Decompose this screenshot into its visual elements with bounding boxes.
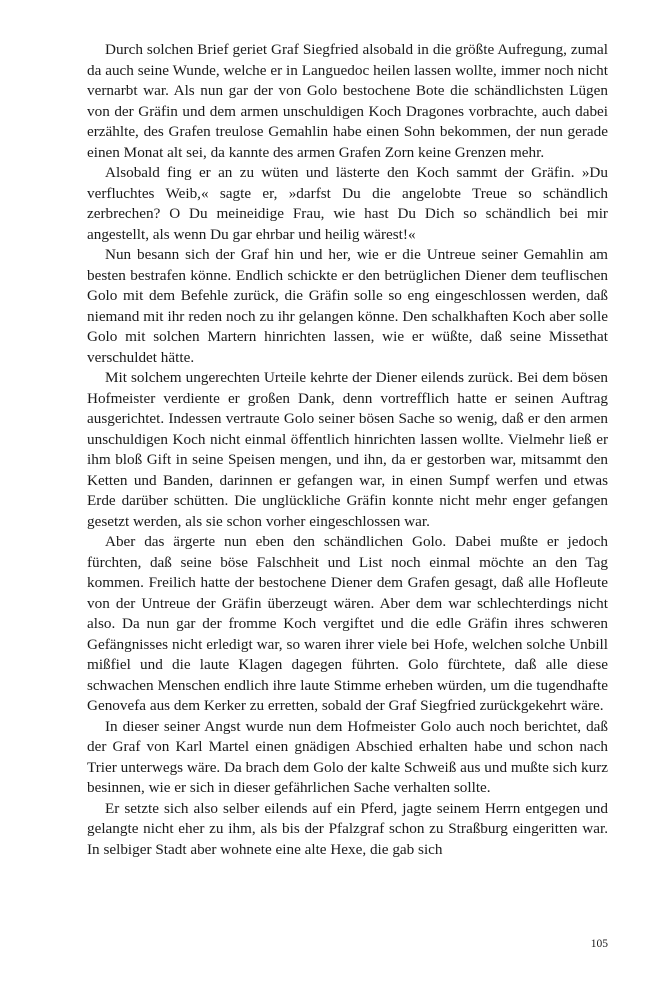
paragraph-4: Mit solchem ungerechten Urteile kehrte der Diener eilends zurück. Bei dem bösen Hofmeister verdiente er großen Dank, denn vortrefflich hatte er seinen Auftrag ausgerichtet. Indessen vertraute Golo seiner bösen Sache so wenig, daß er den armen unschuldigen Koch nicht einmal öffentlich hinrichten lassen wollte. Vielmehr ließ er ihm bloß Gift in seine Speisen mengen, und ihn, da er gestorben war, mitsammt den Ketten und Banden, darinnen er gefangen war, in einen Sumpf werfen und etwas Erde darüber schütten. Die unglückliche Gräfin konnte nicht mehr enger gefangen gesetzt werden, als sie schon vorher eingeschlossen war. [87, 369, 608, 530]
page-body [87, 40, 608, 960]
page-number: 105 [590, 938, 608, 950]
paragraph-2: Alsobald fing er an zu wüten und lästerte den Koch sammt der Gräfin. »Du verfluchtes Weib,« sagte er, »darfst Du die angelobte Treue so schändlich zerbrechen? O Du meineidige Frau, wie hast Du Dich so schändlich bei mir angestellt, als wenn Du gar ehrbar und heilig wärest!« [87, 164, 608, 243]
paragraph-7: Er setzte sich also selber eilends auf ein Pferd, jagte seinem Herrn entgegen und gelangte nicht eher zu ihm, als bis der Pfalzgraf schon zu Straßburg eingeritten war. In selbiger Stadt aber wohnete eine alte Hexe, die gab sich [87, 799, 608, 858]
paragraph-1: Durch solchen Brief geriet Graf Siegfried alsobald in die größte Aufregung, zumal da auch seine Wunde, welche er in Languedoc heilen lassen wollte, immer noch nicht vernarbt war. Als nun gar der von Golo bestochene Bote die schändlichsten Lügen von der Gräfin und dem armen unschuldigen Koch Dragones vorbrachte, auch dabei erzählte, des Grafen treulose Gemahlin habe einen Sohn bekommen, der nun gerade einen Monat alt sei, da kannte des armen Grafen Zorn keine Grenzen mehr. [87, 41, 608, 161]
paragraph-5: Aber das ärgerte nun eben den schändlichen Golo. Dabei mußte er jedoch fürchten, daß seine böse Falschheit und List noch einmal möchte an den Tag kommen. Freilich hatte der bestochene Diener dem Grafen gesagt, daß alle Hofleute von der Untreue der Gräfin überzeugt wären. Aber dem war schlechterdings nicht also. Da nun gar der fromme Koch vergiftet und die edle Gräfin ihres schweren Gefängnisses nicht erledigt war, so waren ihrer viele bei Hofe, welchen solche Unbill mißfiel und die laute Klagen dagegen führten. Golo fürchtete, daß alle diese schwachen Menschen endlich ihre laute Stimme erheben würden, um die tugendhafte Genovefa aus dem Kerker zu erretten, sobald der Graf Siegfried zurückgekehrt wäre. [87, 533, 608, 714]
paragraph-3: Nun besann sich der Graf hin und her, wie er die Untreue seiner Gemahlin am besten bestrafen könne. Endlich schickte er den betrüglichen Diener dem teuflischen Golo mit dem Befehle zurück, die Gräfin solle so eng eingeschlossen werden, daß niemand mit ihr reden noch zu ihr gelangen könne. Den schalkhaften Koch aber solle Golo mit solchen Martern hinrichten lassen, wie er wüßte, daß seine Missethat verschuldet hätte. [87, 246, 608, 366]
paragraph-6: In dieser seiner Angst wurde nun dem Hofmeister Golo auch noch berichtet, daß der Graf von Karl Martel einen gnädigen Abschied erhalten habe und schon nach Trier unterwegs wäre. Da brach dem Golo der kalte Schweiß aus und mußte sich kurz besinnen, wie er sich in dieser gefährlichen Sache verhalten sollte. [87, 717, 608, 796]
